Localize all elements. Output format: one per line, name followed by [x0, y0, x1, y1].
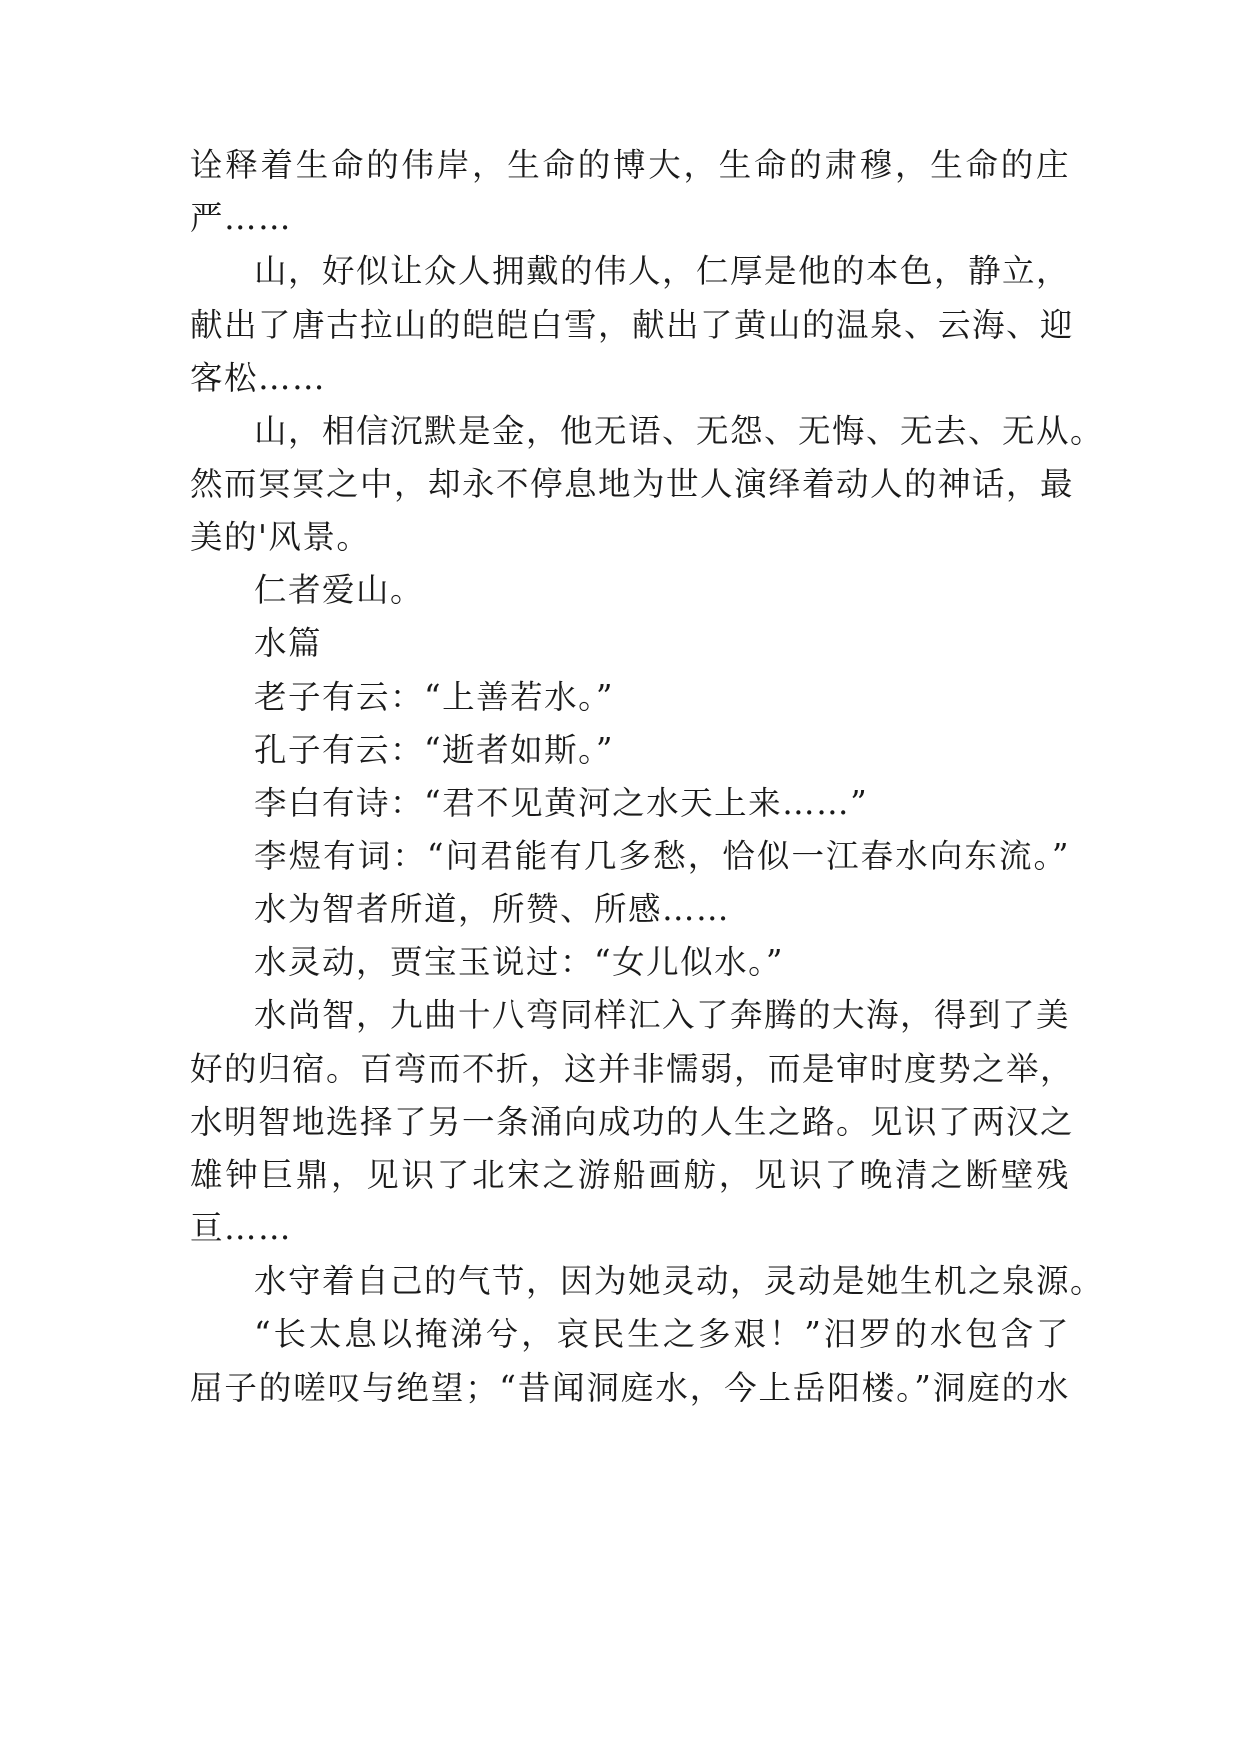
text-line: 亘……: [190, 1209, 293, 1247]
text-line: 水尚智，九曲十八弯同样汇入了奔腾的大海，得到了美: [254, 996, 1071, 1034]
text-line: 李煜有词：“问君能有几多愁，恰似一江春水向东流。”: [254, 837, 1070, 875]
text-line: 李白有诗：“君不见黄河之水天上来……”: [254, 784, 869, 822]
section-heading: 水篇: [254, 624, 323, 662]
text-line: 水为智者所道，所赞、所感……: [254, 890, 731, 928]
text-line: 水守着自己的气节，因为她灵动，灵动是她生机之泉源。: [254, 1262, 1105, 1300]
text-line: 严……: [190, 199, 293, 237]
text-line: “长太息以掩涕兮，哀民生之多艰！”汨罗的水包含了: [254, 1315, 1070, 1353]
text-line: 孔子有云：“逝者如斯。”: [254, 731, 614, 769]
text-line: 水明智地选择了另一条涌向成功的人生之路。见识了两汉之: [190, 1103, 1075, 1141]
text-line: 美的'风景。: [190, 518, 371, 556]
text-line: 献出了唐古拉山的皑皑白雪，献出了黄山的温泉、云海、迎: [190, 306, 1075, 344]
text-line: 雄钟巨鼎，见识了北宋之游船画舫，见识了晚清之断壁残: [190, 1156, 1070, 1194]
text-line: 仁者爱山。: [254, 571, 425, 609]
text-line: 好的归宿。百弯而不折，这并非懦弱，而是审时度势之举，: [190, 1050, 1075, 1088]
text-line: 然而冥冥之中，却永不停息地为世人演绎着动人的神话，最: [190, 465, 1075, 503]
text-line: 客松……: [190, 359, 327, 397]
text-line: 屈子的嗟叹与绝望；“昔闻洞庭水，今上岳阳楼。”洞庭的水: [190, 1369, 1070, 1407]
text-line: 水灵动，贾宝玉说过：“女儿似水。”: [254, 943, 784, 981]
text-line: 山，相信沉默是金，他无语、无怨、无悔、无去、无从。: [254, 412, 1105, 450]
text-line: 老子有云：“上善若水。”: [254, 678, 614, 716]
text-line: 山，好似让众人拥戴的伟人，仁厚是他的本色，静立，: [254, 252, 1071, 290]
text-line: 诠释着生命的伟岸，生命的博大，生命的肃穆，生命的庄: [190, 146, 1070, 184]
